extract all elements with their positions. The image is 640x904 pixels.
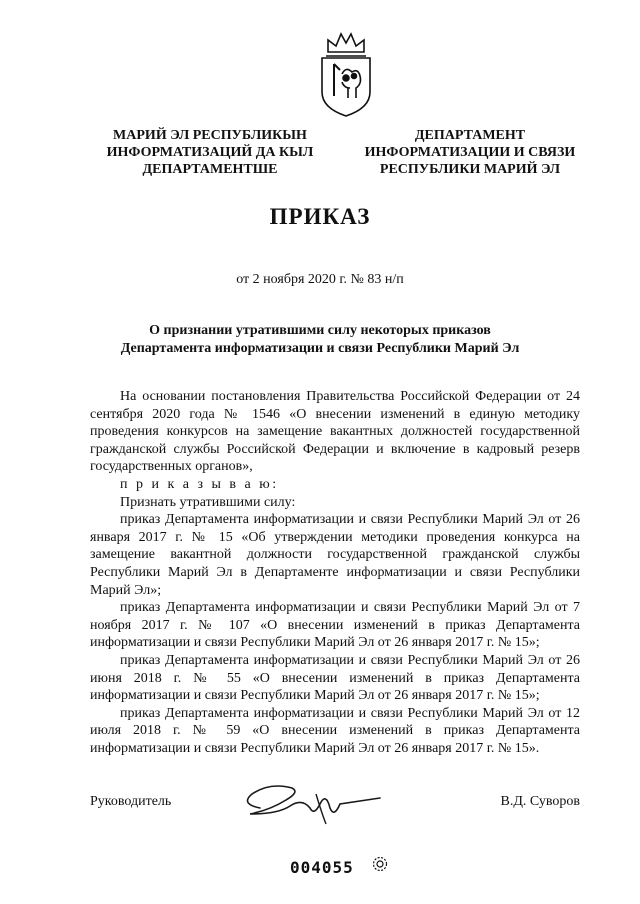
serial-number: 004055 [290, 858, 354, 877]
signature-block [90, 788, 580, 848]
header-right-line: РЕСПУБЛИКИ МАРИЙ ЭЛ [379, 162, 561, 177]
rosette-icon [372, 856, 388, 872]
header-left [95, 127, 325, 178]
signature-icon [230, 774, 390, 834]
order-verb: п р и к а з ы в а ю: [120, 476, 279, 492]
signatory-position: Руководитель [90, 794, 172, 809]
subject-line: О признании утратившими силу некоторых приказов [149, 323, 491, 338]
header-left-line: ИНФОРМАТИЗАЦИЙ ДА КЫЛ [106, 145, 314, 160]
document-subject [60, 322, 580, 358]
body-paragraph: приказ Департамента информатизации и связи Республики Марий Эл от 26 января 2017 г. № 15 «Об утверждении методики проведения конкурса на замещение вакантной должности государственной гражданской службы Республики Марий Эл в Департаменте информатизации и связи Республики Марий Эл»; [90, 512, 580, 598]
header-right-line: ИНФОРМАТИЗАЦИИ И СВЯЗИ [364, 145, 576, 160]
header-right-line: ДЕПАРТАМЕНТ [414, 128, 526, 143]
body-paragraph: На основании постановления Правительства Российской Федерации от 24 сентября 2020 года № 1546 «О внесении изменений в единую методику проведения конкурсов на замещение вакантных должностей государственной гражданской службы Российской Федерации и включение в кадровый резерв государственных органов», [90, 389, 580, 475]
coat-of-arms-icon [316, 26, 376, 118]
subject-line: Департамента информатизации и связи Республики Марий Эл [120, 341, 520, 356]
header-left-line: ДЕПАРТАМЕНТШЕ [142, 162, 278, 177]
document-type-title: ПРИКАЗ [269, 204, 371, 229]
body-paragraph: приказ Департамента информатизации и связи Республики Марий Эл от 26 июня 2018 г. № 55 «О внесении изменений в приказ Департамента информатизации и связи Республики Марий Эл от 26 января 2017 г. № 15»; [90, 652, 580, 704]
body-paragraph: приказ Департамента информатизации и связи Республики Марий Эл от 12 июля 2018 г. № 59 «О внесении изменений в приказ Департамента информатизации и связи Республики Марий Эл от 26 января 2017 г. № 15». [90, 705, 580, 756]
header-right [355, 127, 585, 178]
body-paragraph: приказ Департамента информатизации и связи Республики Марий Эл от 7 ноября 2017 г. № 107 «О внесении изменений в приказ Департамента информатизации и связи Республики Марий Эл от 26 января 2017 г. № 15»; [90, 600, 580, 651]
document-body [90, 388, 580, 757]
body-paragraph: Признать утратившими силу: [120, 494, 296, 510]
order-date-number: от 2 ноября 2020 г. № 83 н/п [236, 272, 404, 287]
signatory-name: В.Д. Суворов [500, 794, 580, 809]
header-left-line: МАРИЙ ЭЛ РЕСПУБЛИКЫН [113, 128, 307, 143]
